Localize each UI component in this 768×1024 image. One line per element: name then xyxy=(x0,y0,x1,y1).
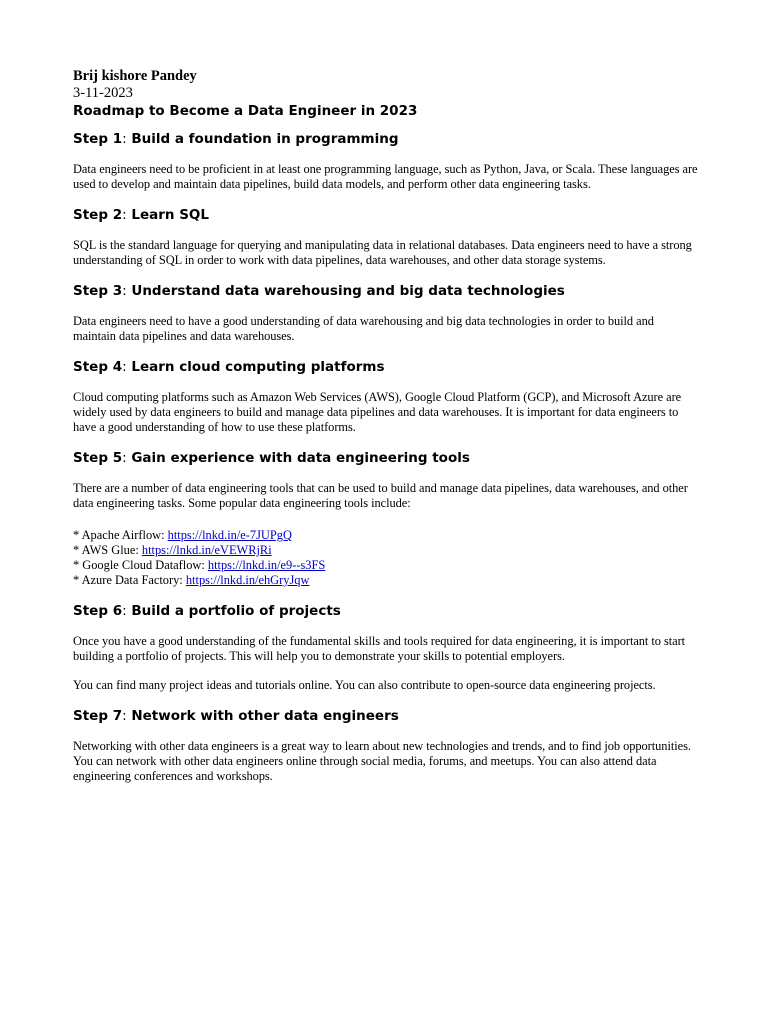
tool-list-item xyxy=(73,543,698,558)
step-title: Network with other data engineers xyxy=(126,708,399,724)
step-title: Understand data warehousing and big data technologies xyxy=(126,283,565,299)
step-separator: : xyxy=(122,450,127,466)
tool-link[interactable]: https://lnkd.in/e9--s3FS xyxy=(207,558,326,572)
step-section xyxy=(73,282,698,344)
tool-link[interactable]: https://lnkd.in/ehGryJqw xyxy=(185,573,310,587)
step-number: Step 3 xyxy=(73,283,123,299)
step-number: Step 6 xyxy=(73,603,123,619)
step-title: Build a portfolio of projects xyxy=(126,603,341,619)
step-title: Gain experience with data engineering tools xyxy=(126,450,470,466)
tool-label: * Apache Airflow: xyxy=(73,528,168,542)
step-title: Learn SQL xyxy=(126,207,209,223)
step-paragraph: Once you have a good understanding of the fundamental skills and tools required for data engineering, it is important to start building a portfolio of projects. This will help you to demonstrate your skills to potential employers. xyxy=(73,634,686,663)
step-paragraph: Cloud computing platforms such as Amazon Web Services (AWS), Google Cloud Platform (GCP), and Microsoft Azure are widely used by data engineers to build and manage data pipelines and data warehouses. It is important for data engineers to have a good understanding of how to use these platforms. xyxy=(73,390,682,434)
step-section xyxy=(73,707,698,784)
tool-list-item xyxy=(73,528,698,543)
tool-link[interactable]: https://lnkd.in/e-7JUPgQ xyxy=(167,528,292,542)
step-separator: : xyxy=(122,603,127,619)
step-title: Learn cloud computing platforms xyxy=(126,359,385,375)
step-heading xyxy=(73,449,698,467)
step-number: Step 7 xyxy=(73,708,123,724)
step-number: Step 1 xyxy=(73,131,123,147)
document-title: Roadmap to Become a Data Engineer in 2023 xyxy=(73,103,418,119)
step-number: Step 2 xyxy=(73,207,123,223)
tool-list-item xyxy=(73,558,698,573)
document-date: 3-11-2023 xyxy=(73,85,133,101)
step-heading xyxy=(73,358,698,376)
tool-label: * AWS Glue: xyxy=(73,543,142,557)
tool-link[interactable]: https://lnkd.in/eVEWRjRi xyxy=(141,543,272,557)
tool-list xyxy=(73,528,698,588)
step-paragraph: You can find many project ideas and tutorials online. You can also contribute to open-source data engineering projects. xyxy=(73,678,656,692)
step-section xyxy=(73,130,698,192)
step-paragraph: SQL is the standard language for querying and manipulating data in relational databases. Data engineers need to have a strong understanding of SQL in order to work with data pipelines, data warehouses, and other data storage systems. xyxy=(73,238,692,267)
step-paragraph: Data engineers need to have a good understanding of data warehousing and big data technologies in order to build and maintain data pipelines and data warehouses. xyxy=(73,314,654,343)
step-title: Build a foundation in programming xyxy=(126,131,399,147)
tool-label: * Azure Data Factory: xyxy=(73,573,186,587)
step-heading xyxy=(73,602,698,620)
step-number: Step 5 xyxy=(73,450,123,466)
step-heading xyxy=(73,206,698,224)
tool-label: * Google Cloud Dataflow: xyxy=(73,558,208,572)
step-separator: : xyxy=(122,283,127,299)
step-section xyxy=(73,449,698,588)
step-section xyxy=(73,358,698,435)
step-separator: : xyxy=(122,131,127,147)
step-section xyxy=(73,206,698,268)
tool-list-item xyxy=(73,573,698,588)
step-separator: : xyxy=(122,207,127,223)
step-section xyxy=(73,602,698,693)
step-heading xyxy=(73,707,698,725)
step-paragraph: Networking with other data engineers is a great way to learn about new technologies and trends, and to find job opportunities. You can network with other data engineers online through social media, forums, and meetups. You can also attend data engineering conferences and workshops. xyxy=(73,739,691,783)
step-heading xyxy=(73,282,698,300)
step-paragraph: There are a number of data engineering tools that can be used to build and manage data pipelines, data warehouses, and other data engineering tasks. Some popular data engineering tools include: xyxy=(73,481,688,510)
step-heading xyxy=(73,130,698,148)
step-paragraph: Data engineers need to be proficient in at least one programming language, such as Python, Java, or Scala. These languages are used to develop and maintain data pipelines, build data models, and perform other data engineering tasks. xyxy=(73,162,698,191)
author-name: Brij kishore Pandey xyxy=(73,68,197,84)
step-separator: : xyxy=(122,708,127,724)
step-number: Step 4 xyxy=(73,359,123,375)
document-page xyxy=(73,68,698,784)
step-separator: : xyxy=(122,359,127,375)
